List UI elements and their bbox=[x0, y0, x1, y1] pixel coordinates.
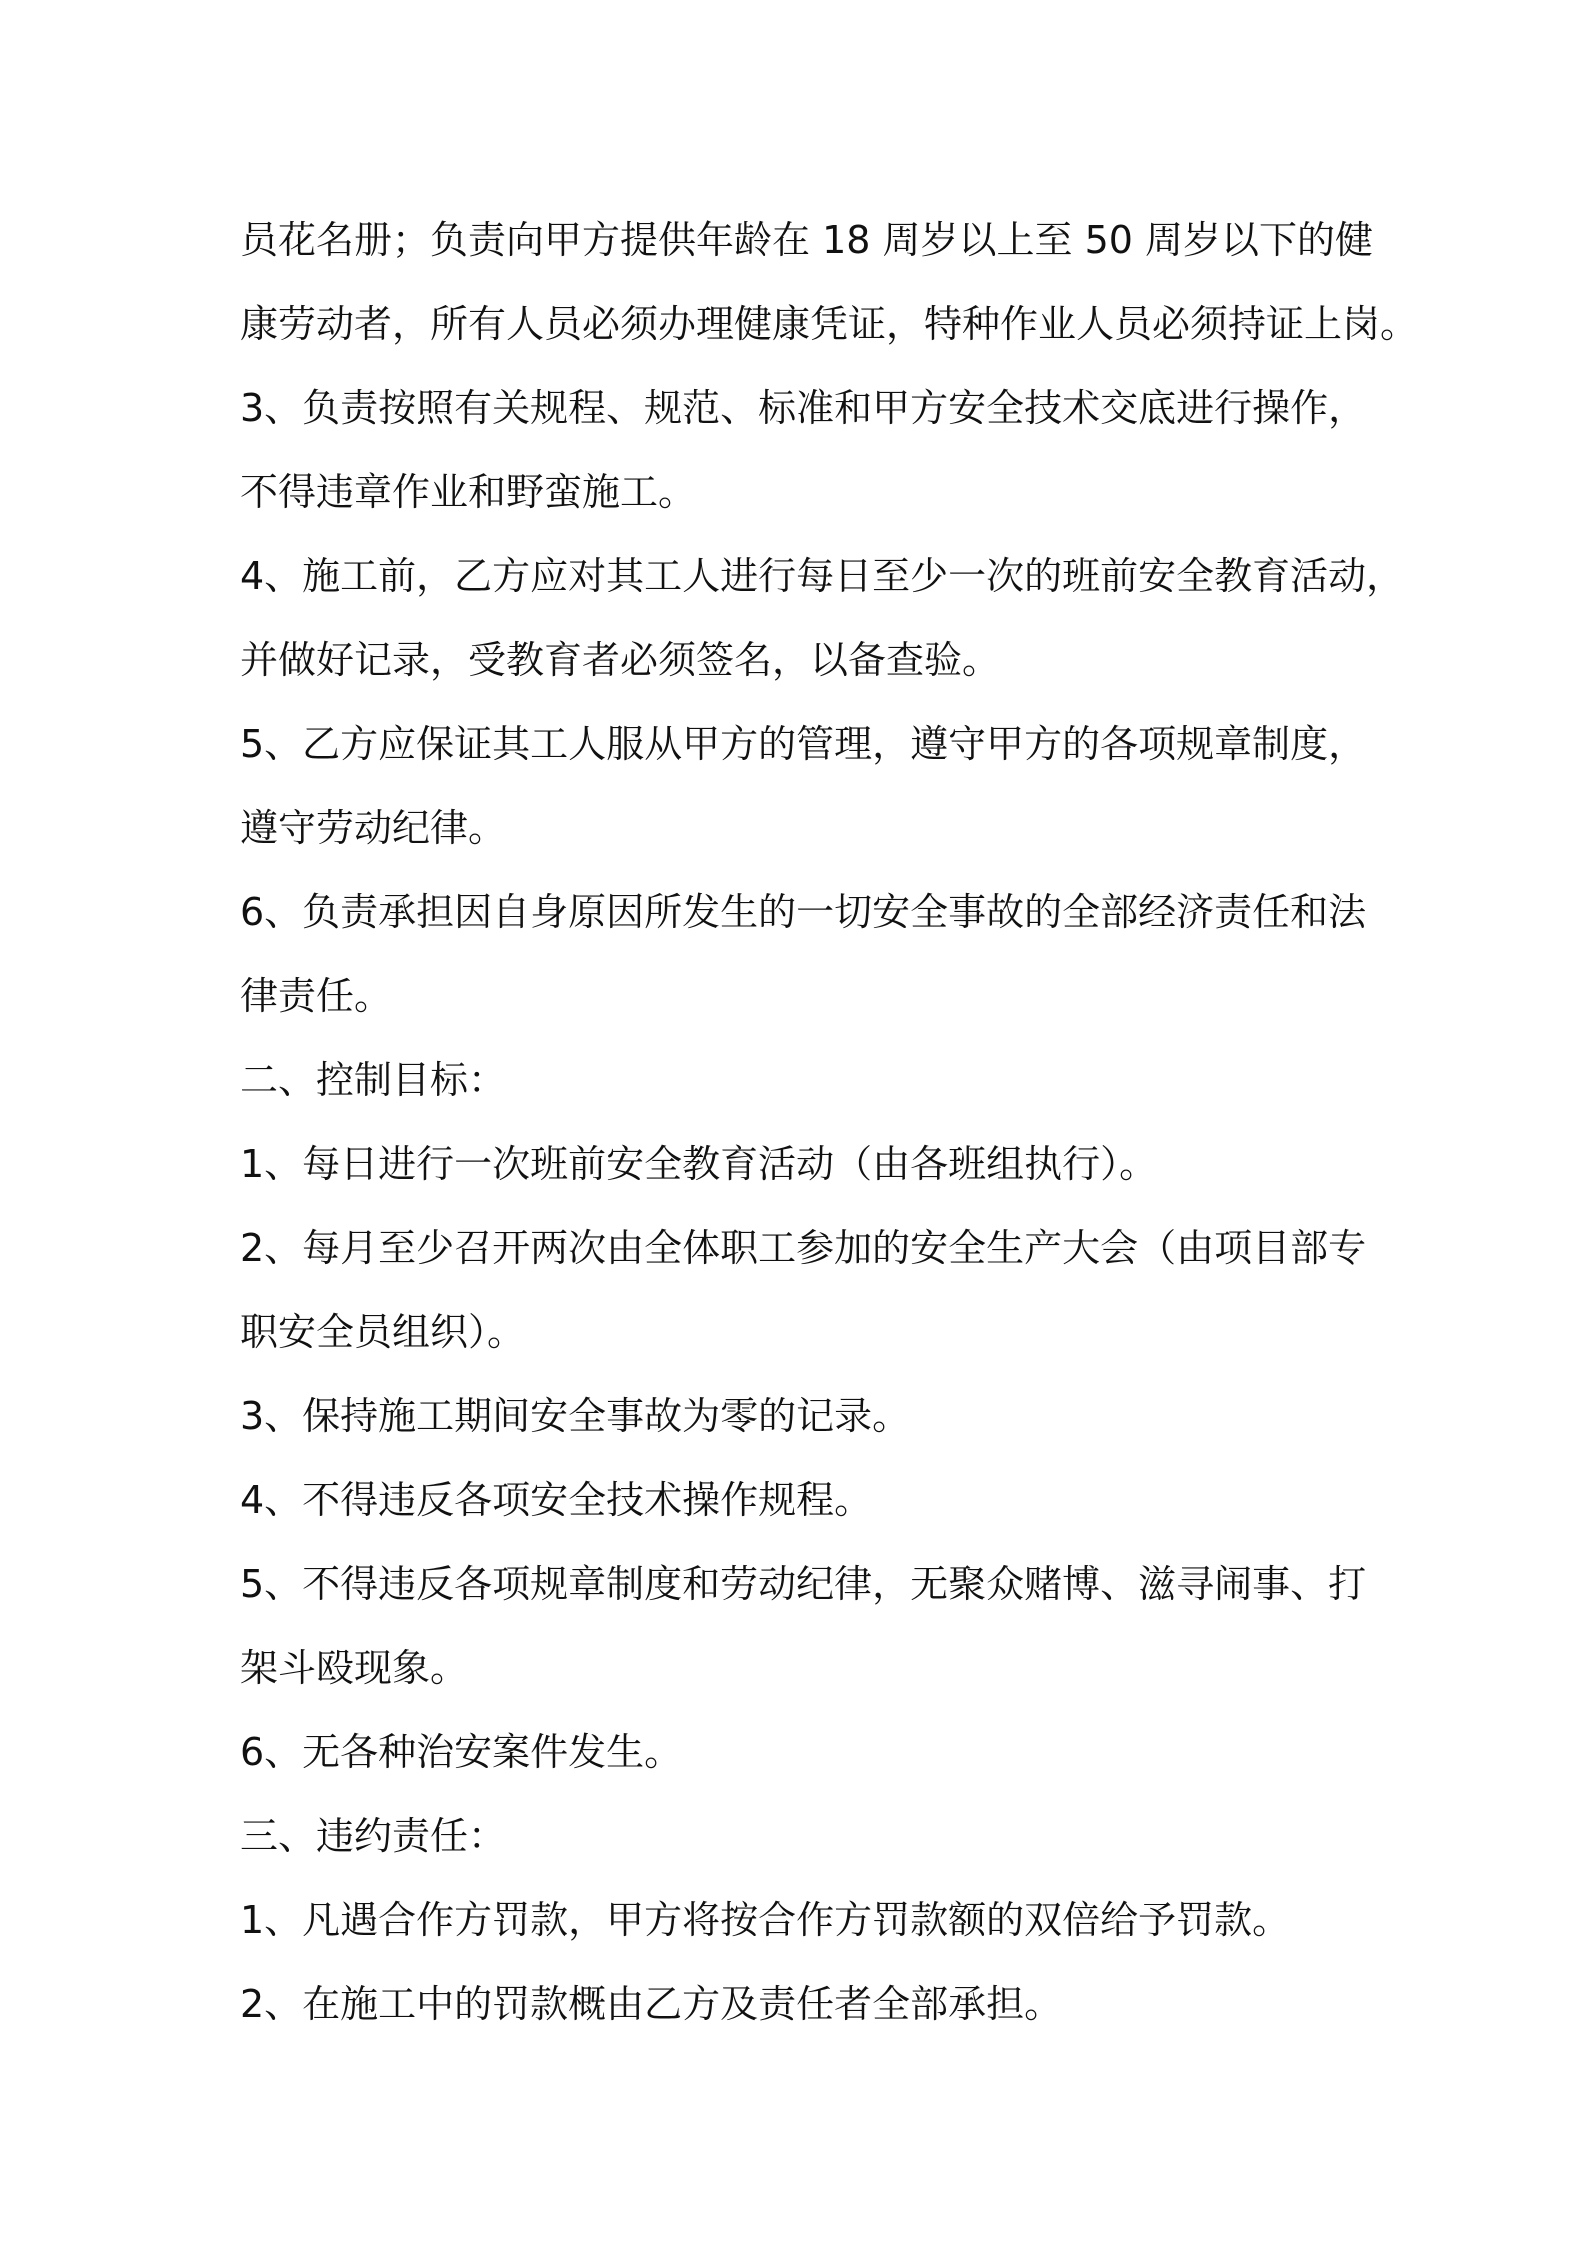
text-line: 不得违章作业和野蛮施工。 bbox=[240, 470, 697, 514]
text-line: 架斗殴现象。 bbox=[240, 1646, 469, 1690]
text-line: 3、负责按照有关规程、规范、标准和甲方安全技术交底进行操作， bbox=[240, 386, 1367, 430]
text-line: 5、不得违反各项规章制度和劳动纪律，无聚众赌博、滋寻闹事、打 bbox=[240, 1562, 1367, 1606]
text-line: 4、不得违反各项安全技术操作规程。 bbox=[240, 1478, 873, 1522]
text-line: 康劳动者，所有人员必须办理健康凭证，特种作业人员必须持证上岗。 bbox=[240, 302, 1419, 346]
text-line: 职安全员组织）。 bbox=[240, 1310, 526, 1354]
section-heading: 二、控制目标： bbox=[240, 1058, 507, 1102]
text-line: 6、负责承担因自身原因所发生的一切安全事故的全部经济责任和法 bbox=[240, 890, 1367, 934]
text-line: 4、施工前，乙方应对其工人进行每日至少一次的班前安全教育活动， bbox=[240, 554, 1405, 598]
text-line: 1、凡遇合作方罚款，甲方将按合作方罚款额的双倍给予罚款。 bbox=[240, 1898, 1291, 1942]
document-page bbox=[240, 198, 1419, 2046]
text-line: 员花名册；负责向甲方提供年龄在 18 周岁以上至 50 周岁以下的健 bbox=[240, 218, 1374, 262]
text-line: 遵守劳动纪律。 bbox=[240, 806, 507, 850]
text-line: 2、每月至少召开两次由全体职工参加的安全生产大会（由项目部专 bbox=[240, 1226, 1367, 1270]
text-line: 1、每日进行一次班前安全教育活动（由各班组执行）。 bbox=[240, 1142, 1158, 1186]
section-heading: 三、违约责任： bbox=[240, 1814, 507, 1858]
text-line: 6、无各种治安案件发生。 bbox=[240, 1730, 683, 1774]
text-line: 5、乙方应保证其工人服从甲方的管理，遵守甲方的各项规章制度， bbox=[240, 722, 1367, 766]
text-line: 律责任。 bbox=[240, 974, 393, 1018]
text-line: 并做好记录，受教育者必须签名，以备查验。 bbox=[240, 638, 1001, 682]
text-line: 3、保持施工期间安全事故为零的记录。 bbox=[240, 1394, 911, 1438]
text-line: 2、在施工中的罚款概由乙方及责任者全部承担。 bbox=[240, 1982, 1063, 2026]
